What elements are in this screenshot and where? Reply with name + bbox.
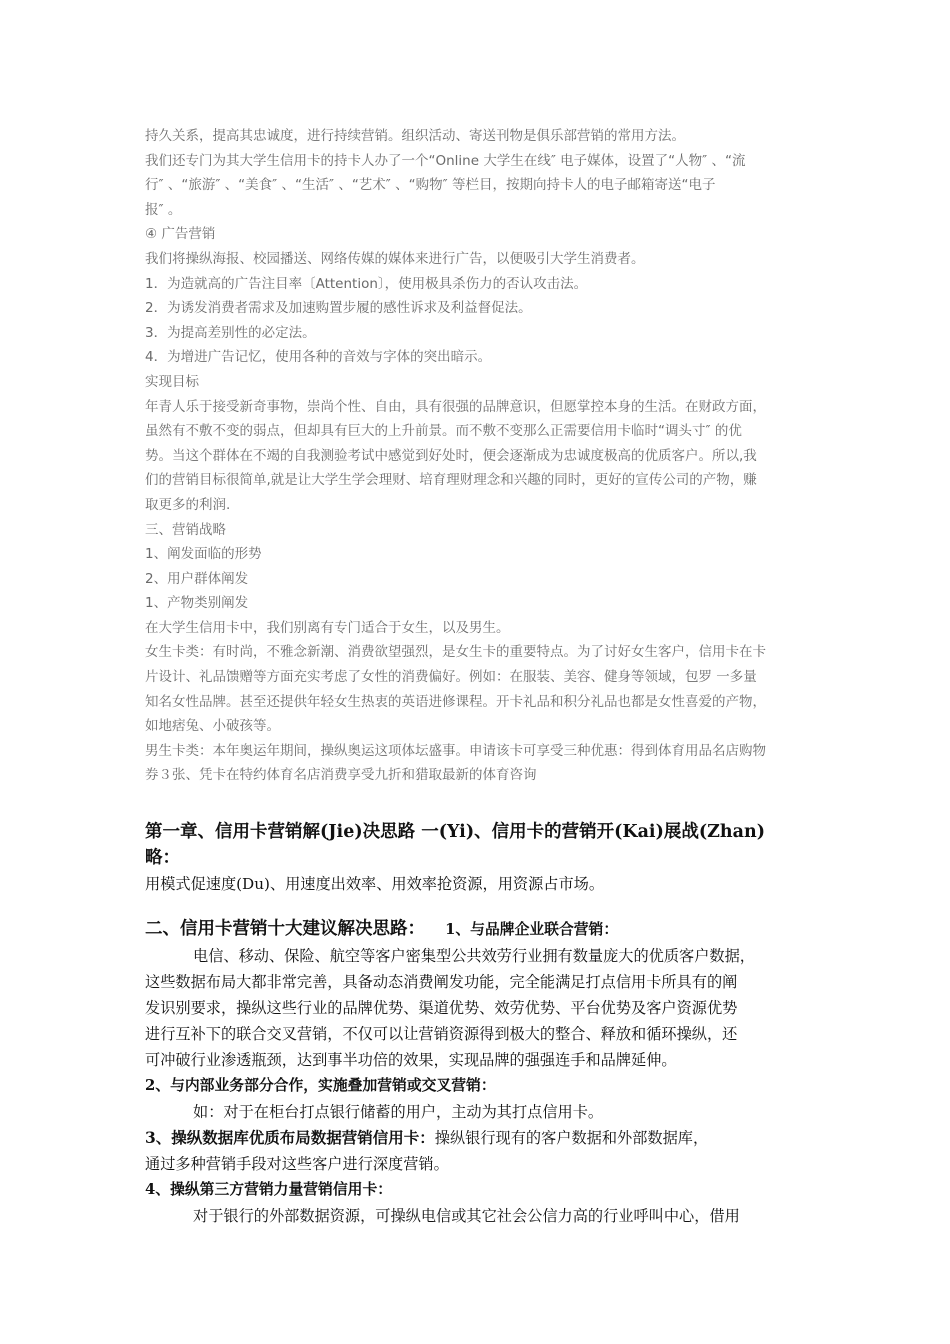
text-line: ④ 广告营销	[145, 226, 216, 243]
chapter-heading-continued: 略：	[145, 848, 180, 868]
subheading-item-3: 3、操纵数据库优质布局数据营销信用卡：	[145, 1128, 435, 1147]
text-line: 女生卡类：有时尚，不雅念新潮、消费欲望强烈，是女生卡的重要特点。为了讨好女生客户，信用卡在卡	[145, 644, 766, 661]
subheading-item-1: 1、与品牌企业联合营销：	[445, 921, 619, 938]
text-line: 1．为造就高的广告注目率〔Attention〕，使用极具杀伤力的否认攻击法。	[145, 275, 588, 292]
section-heading-title: 二、信用卡营销十大建议解决思路：	[145, 919, 425, 939]
paragraph-line: 电信、移动、保险、航空等客户密集型公共效劳行业拥有数量庞大的优质客户数据，	[193, 947, 755, 965]
text-line: 我们将操纵海报、校园播送、网络传媒的媒体来进行广告，以便吸引大学生消费者。	[145, 250, 645, 267]
text-line: 1、阐发面临的形势	[145, 546, 262, 563]
section-heading	[145, 916, 810, 943]
paragraph-line: 进行互补下的联合交叉营销，不仅可以让营销资源得到极大的整合、释放和循环操纵，还	[145, 1025, 738, 1043]
marketing-plan-section	[145, 124, 810, 788]
text-line: 如地痞兔、小破孩等。	[145, 718, 280, 735]
text-line: 2、用户群体阐发	[145, 570, 249, 587]
text-line: 知名女性品牌。甚至还提供年轻女生热衷的英语进修课程。开卡礼品和积分礼品也都是女性喜爱的产物，	[145, 693, 766, 710]
paragraph-line: 可冲破行业渗透瓶颈，达到事半功倍的效果，实现品牌的强强连手和品牌延伸。	[145, 1051, 677, 1069]
item-3-body-continued: 通过多种营销手段对这些客户进行深度营销。	[145, 1155, 449, 1173]
chapter-section	[145, 819, 810, 897]
suggestions-section	[145, 916, 810, 1229]
text-line: 实现目标	[145, 373, 199, 390]
text-line: 年青人乐于接受新奇事物，崇尚个性、自由，具有很强的品牌意识，但愿掌控本身的生活。在财政方面，	[145, 398, 766, 415]
text-line: 在大学生信用卡中，我们别离有专门适合于女生，以及男生。	[145, 619, 510, 636]
text-line: 持久关系，提高其忠诚度，进行持续营销。组织活动、寄送刊物是俱乐部营销的常用方法。	[145, 128, 685, 144]
paragraph-line: 发识别要求，操纵这些行业的品牌优势、渠道优势、效劳优势、平台优势及客户资源优势	[145, 999, 738, 1017]
text-line: 我们还专门为其大学生信用卡的持卡人办了一个“Online 大学生在线″ 电子媒体，设置了“人物″ 、“流	[145, 152, 746, 169]
text-line: 男生卡类：本年奥运年期间，操纵奥运这项体坛盛事。申请该卡可享受三种优惠：得到体育用品名店购物	[145, 742, 766, 759]
subheading-item-4: 4、操纵第三方营销力量营销信用卡：	[145, 1181, 393, 1198]
text-line: 券３张、凭卡在特约体育名店消费享受九折和猎取最新的体育咨询	[145, 767, 537, 784]
text-line: 3．为提高差别性的必定法。	[145, 324, 316, 341]
chapter-heading: 第一章、信用卡营销解(Jie)决思路 一(Yi)、信用卡的营销开(Kai)展战(Zhan)	[145, 822, 765, 842]
text-line: 1、产物类别阐发	[145, 595, 249, 612]
text-line: 2．为诱发消费者需求及加速购置步履的感性诉求及利益督促法。	[145, 300, 532, 317]
text-line: 4．为增进广告记忆，使用各种的音效与字体的突出暗示。	[145, 349, 492, 366]
chapter-body: 用模式促速度(Du)、用速度出效率、用效率抢资源，用资源占市场。	[145, 875, 605, 893]
text-line: 势。当这个群体在不竭的自我测验考试中感觉到好处时，便会逐渐成为忠诚度极高的优质客户。所以,我	[145, 447, 757, 464]
item-3-line	[145, 1125, 810, 1151]
item-4-body: 对于银行的外部数据资源，可操纵电信或其它社会公信力高的行业呼叫中心，借用	[193, 1207, 740, 1225]
subheading-item-2: 2、与内部业务部分合作，实施叠加营销或交叉营销：	[145, 1077, 496, 1094]
text-line: 片设计、礼品馈赠等方面充实考虑了女性的消费偏好。例如：在服装、美容、健身等领域，包罗 一多量	[145, 669, 757, 686]
item-2-body: 如：对于在柜台打点银行储蓄的用户，主动为其打点信用卡。	[193, 1103, 604, 1121]
text-line: 取更多的利润.	[145, 496, 231, 513]
text-line: 行″ 、“旅游″ 、“美食″ 、“生活″ 、“艺术″ 、“购物″ 等栏目，按期向持卡人的电子邮箱寄送“电子	[145, 177, 716, 194]
item-3-body: 操纵银行现有的客户数据和外部数据库，	[434, 1129, 709, 1147]
paragraph-line: 这些数据布局大都非常完善，具备动态消费阐发功能，完全能满足打点信用卡所具有的阐	[145, 973, 738, 991]
text-line: 报″ 。	[145, 201, 182, 218]
text-line: 三、营销战略	[145, 521, 226, 538]
text-line: 虽然有不敷不变的弱点，但却具有巨大的上升前景。而不敷不变那么正需要信用卡临时“调头寸″ 的优	[145, 423, 742, 440]
text-line: 们的营销目标很简单,就是让大学生学会理财、培育理财理念和兴趣的同时，更好的宣传公司的产物，赚	[145, 472, 757, 489]
